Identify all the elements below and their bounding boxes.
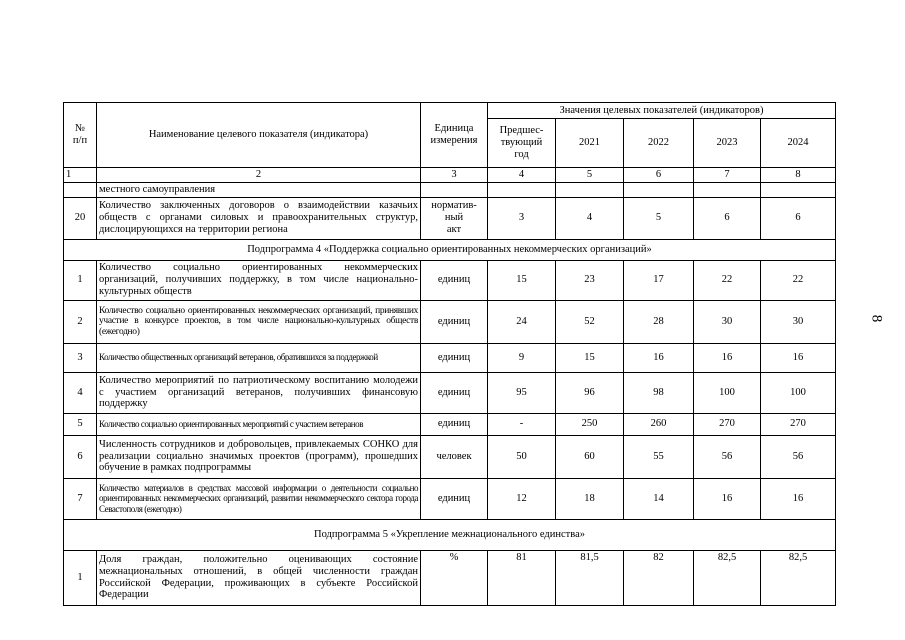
indicator-unit: единиц — [421, 343, 488, 372]
value-prev-year: 15 — [488, 260, 556, 300]
indicator-unit: норматив- ный акт — [421, 197, 488, 239]
indicator-unit: единиц — [421, 372, 488, 413]
header-year-2023: 2023 — [694, 119, 761, 168]
value-2023: 100 — [694, 372, 761, 413]
row-number: 6 — [64, 435, 97, 478]
indicator-unit: единиц — [421, 413, 488, 435]
indicator-name: Количество общественных организаций ветеранов, обратившихся за поддержкой — [97, 343, 421, 372]
column-numbers-row — [64, 168, 836, 183]
header-values-group: Значения целевых показателей (индикаторов) — [488, 103, 836, 119]
table-row — [64, 260, 836, 300]
row-number: 20 — [64, 197, 97, 239]
value-prev-year: 50 — [488, 435, 556, 478]
value-2023: 6 — [694, 197, 761, 239]
header-year-2024: 2024 — [761, 119, 836, 168]
column-number: 4 — [488, 168, 556, 183]
column-number: 2 — [97, 168, 421, 183]
subprogram-5-title: Подпрограмма 5 «Укрепление межнационального единства» — [64, 519, 836, 550]
value-2024: 56 — [761, 435, 836, 478]
row-number: 1 — [64, 550, 97, 605]
table-row — [64, 413, 836, 435]
value-2022: 28 — [624, 300, 694, 343]
value-2021: 96 — [556, 372, 624, 413]
indicator-unit: % — [421, 550, 488, 605]
value-2024: 30 — [761, 300, 836, 343]
indicator-name: Доля граждан, положительно оценивающих состояние межнациональных отношений, в общей численности граждан Российской Федерации, проживающих в субъекте Российской Федерации — [97, 550, 421, 605]
value-2024: 16 — [761, 343, 836, 372]
value-2021: 81,5 — [556, 550, 624, 605]
value-2023: 16 — [694, 478, 761, 519]
value-2024: 82,5 — [761, 550, 836, 605]
row-number: 4 — [64, 372, 97, 413]
subprogram-4-title: Подпрограмма 4 «Поддержка социально ориентированных некоммерческих организаций» — [64, 239, 836, 260]
header-year-2021: 2021 — [556, 119, 624, 168]
indicator-name: Количество социально ориентированных мероприятий с участием ветеранов — [97, 413, 421, 435]
column-number: 5 — [556, 168, 624, 183]
value-2023: 270 — [694, 413, 761, 435]
value-2021: 23 — [556, 260, 624, 300]
value-2021: 60 — [556, 435, 624, 478]
value-2022: 14 — [624, 478, 694, 519]
indicator-name: Количество мероприятий по патриотическому воспитанию молодежи с участием организаций ветеранов, получивших финансовую поддержку — [97, 372, 421, 413]
value-prev-year: 81 — [488, 550, 556, 605]
value-prev-year: 24 — [488, 300, 556, 343]
value-2021: 52 — [556, 300, 624, 343]
value-2022: 98 — [624, 372, 694, 413]
value-2024: 16 — [761, 478, 836, 519]
value-2021: 18 — [556, 478, 624, 519]
header-name: Наименование целевого показателя (индикатора) — [97, 103, 421, 168]
page-number: 8 — [868, 314, 885, 323]
table-row — [64, 435, 836, 478]
column-number: 1 — [64, 168, 97, 183]
value-2023: 82,5 — [694, 550, 761, 605]
header-year-2022: 2022 — [624, 119, 694, 168]
indicator-name: Количество заключенных договоров о взаимодействии казачьих обществ с органами силовых и правоохранительных структур, дислоцирующихся на территории региона — [97, 197, 421, 239]
column-number: 7 — [694, 168, 761, 183]
value-2022: 16 — [624, 343, 694, 372]
column-number: 6 — [624, 168, 694, 183]
header-no: № п/п — [64, 103, 97, 168]
indicator-name: Количество материалов в средствах массовой информации о деятельности социально ориентированных некоммерческих организаций, развитии некоммерческого сектора города Севастополя (ежегодно) — [97, 478, 421, 519]
table-row — [64, 478, 836, 519]
value-prev-year: 3 — [488, 197, 556, 239]
value-prev-year: - — [488, 413, 556, 435]
value-2022: 260 — [624, 413, 694, 435]
row-number: 3 — [64, 343, 97, 372]
value-2024: 270 — [761, 413, 836, 435]
row-number: 1 — [64, 260, 97, 300]
row-number: 2 — [64, 300, 97, 343]
indicator-unit: единиц — [421, 300, 488, 343]
table-row — [64, 550, 836, 605]
indicator-unit: единиц — [421, 478, 488, 519]
value-2021: 15 — [556, 343, 624, 372]
table-row — [64, 343, 836, 372]
value-2023: 16 — [694, 343, 761, 372]
indicator-name: Количество социально ориентированных некоммерческих организаций, принявших участие в конкурсе проектов, в том числе национально-культурных обществ (ежегодно) — [97, 300, 421, 343]
indicator-name: Численность сотрудников и добровольцев, привлекаемых СОНКО для реализации социально значимых проектов (программ), прошедших обучение в рамках подпрограммы — [97, 435, 421, 478]
target-indicators-table — [63, 102, 836, 606]
header-unit: Единица измерения — [421, 103, 488, 168]
value-prev-year: 9 — [488, 343, 556, 372]
column-number: 8 — [761, 168, 836, 183]
value-2021: 4 — [556, 197, 624, 239]
indicator-unit: единиц — [421, 260, 488, 300]
column-number: 3 — [421, 168, 488, 183]
table-row — [64, 197, 836, 239]
table-row — [64, 300, 836, 343]
row-number: 5 — [64, 413, 97, 435]
value-prev-year: 95 — [488, 372, 556, 413]
value-prev-year: 12 — [488, 478, 556, 519]
table-row — [64, 372, 836, 413]
value-2023: 22 — [694, 260, 761, 300]
value-2024: 6 — [761, 197, 836, 239]
header-prev-year: Предшес- твующий год — [488, 119, 556, 168]
value-2022: 55 — [624, 435, 694, 478]
continuation-text: местного самоуправления — [97, 182, 421, 197]
row-number: 7 — [64, 478, 97, 519]
value-2024: 100 — [761, 372, 836, 413]
value-2024: 22 — [761, 260, 836, 300]
value-2023: 56 — [694, 435, 761, 478]
indicator-name: Количество социально ориентированных некоммерческих организаций, получивших поддержку, в том числе национально-культурных обществ — [97, 260, 421, 300]
value-2021: 250 — [556, 413, 624, 435]
value-2022: 82 — [624, 550, 694, 605]
value-2022: 17 — [624, 260, 694, 300]
value-2022: 5 — [624, 197, 694, 239]
continuation-row — [64, 182, 836, 197]
indicator-unit: человек — [421, 435, 488, 478]
value-2023: 30 — [694, 300, 761, 343]
